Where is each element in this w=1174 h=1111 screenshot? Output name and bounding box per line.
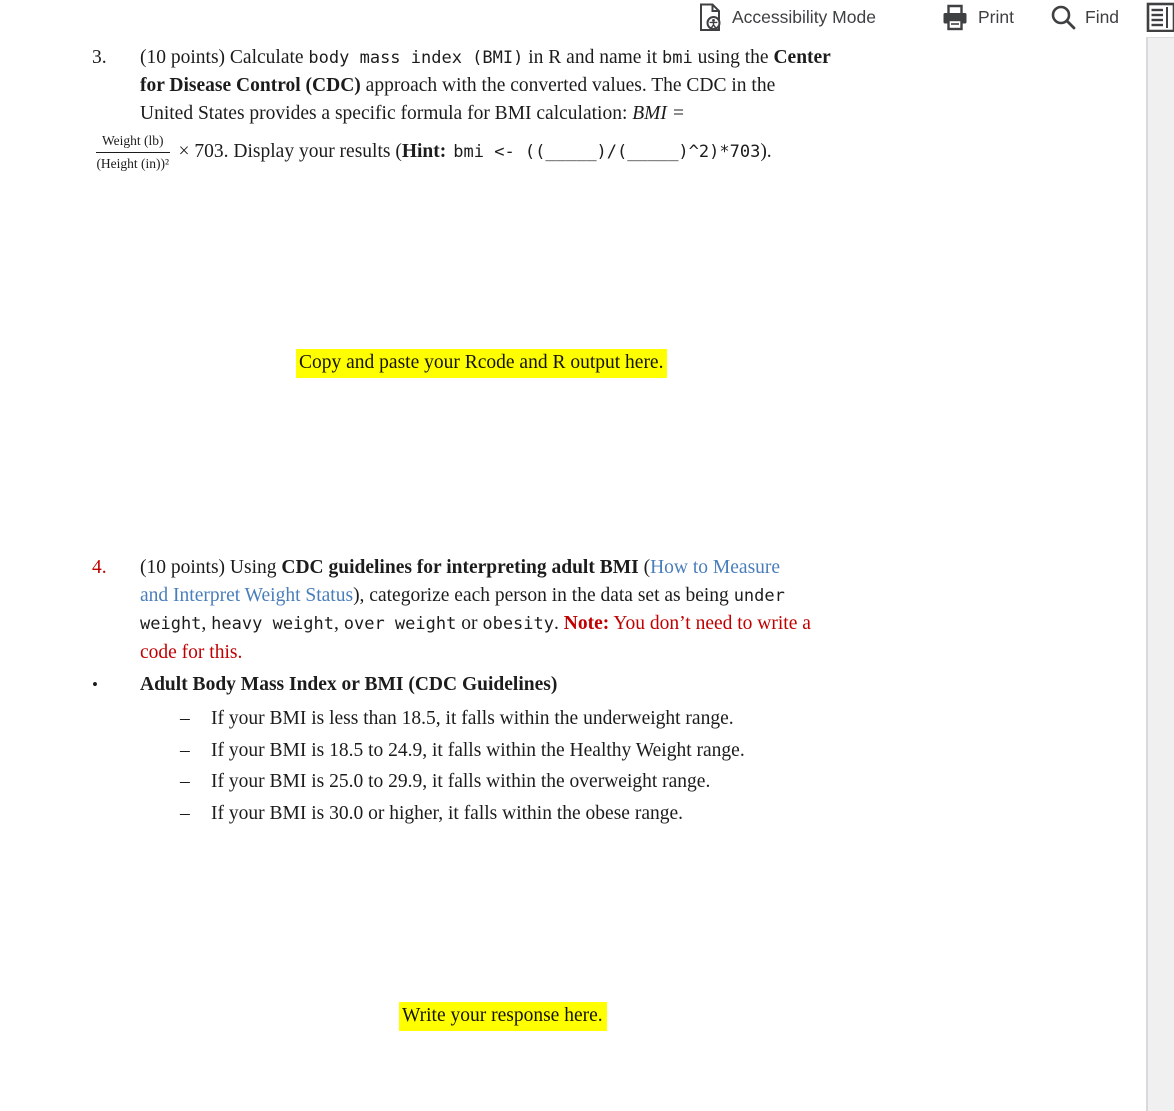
viewer-toolbar: [0, 0, 1174, 36]
weight-status-link[interactable]: How to Measure: [650, 557, 781, 578]
guideline-text: If your BMI is 25.0 to 29.9, it falls within the overweight range.: [211, 771, 711, 793]
inline-code: body mass index (BMI): [308, 48, 524, 68]
document-panel-button[interactable]: [1146, 0, 1174, 34]
inline-code: over weight: [343, 614, 457, 635]
side-panel: [1146, 37, 1174, 1111]
note-text: You don’t need to write a: [609, 613, 811, 635]
inline-code-hint: bmi <- ((_____)/(_____)^2)*703: [453, 142, 761, 162]
text-run: ).: [760, 141, 772, 162]
guideline-item: [180, 798, 745, 830]
inline-code: weight: [140, 614, 202, 635]
question-3-number: 3.: [92, 47, 107, 68]
dash-icon: –: [180, 708, 190, 729]
search-icon: [1049, 4, 1076, 31]
text-run: using the: [692, 47, 774, 68]
guideline-text: If your BMI is 30.0 or higher, it falls within the obese range.: [211, 803, 683, 825]
question-3-line-3: [140, 100, 831, 128]
text-run: United States provides a specific formula for BMI calculation:: [140, 103, 633, 125]
inline-code: under: [733, 586, 785, 607]
formula-denominator: (Height (in))²: [96, 155, 170, 171]
accessibility-mode-button[interactable]: [698, 0, 876, 34]
text-run-bold: Center: [773, 47, 831, 68]
cdc-guidelines-title: Adult Body Mass Index or BMI (CDC Guidelines): [140, 674, 558, 695]
question-3-line-2: [140, 72, 831, 100]
guideline-item: [180, 735, 745, 767]
question-4: [92, 554, 811, 667]
note-label: Note:: [563, 613, 610, 635]
print-label: Print: [978, 6, 1014, 27]
text-run: in R and name it: [523, 47, 663, 68]
accessibility-mode-icon: [698, 3, 723, 32]
text-run-italic: =: [666, 103, 685, 125]
find-button[interactable]: [1049, 0, 1119, 34]
question-3: [92, 44, 831, 176]
formula-numerator: Weight (lb): [96, 132, 170, 153]
text-run: ,: [334, 613, 344, 635]
accessibility-mode-label: Accessibility Mode: [732, 6, 876, 27]
document-lines-icon: [1146, 2, 1174, 32]
text-run: (10 points) Using: [140, 557, 282, 578]
text-run: (: [638, 557, 651, 578]
question-4-line-2: [140, 582, 811, 610]
hint-label: Hint:: [401, 141, 447, 162]
guideline-text: If your BMI is 18.5 to 24.9, it falls within the Healthy Weight range.: [211, 739, 745, 761]
question-4-line-4: [140, 639, 811, 667]
text-run: ), categorize each person in the data set as being: [353, 585, 734, 607]
inline-code: obesity: [482, 614, 554, 635]
bullet-icon: •: [92, 675, 98, 694]
print-icon: [941, 4, 969, 31]
bmi-guideline-list: [180, 703, 745, 830]
question-4-number: 4.: [92, 557, 107, 578]
text-run: or: [456, 613, 483, 635]
question-3-line-1: [140, 44, 831, 72]
highlight-placeholder-rcode: Copy and paste your Rcode and R output here.: [296, 349, 667, 378]
question-4-line-1: [140, 554, 811, 582]
inline-code: bmi: [662, 48, 693, 68]
note-text: code for this.: [140, 641, 243, 663]
question-4-line-3: [140, 610, 811, 638]
bmi-formula-line: [96, 129, 831, 176]
cdc-guidelines-heading: [92, 671, 557, 699]
guideline-item: [180, 766, 745, 798]
text-run-bold: CDC guidelines for interpreting adult BMI: [281, 557, 639, 578]
find-label: Find: [1085, 6, 1120, 27]
text-run-bold: for Disease Control (CDC): [140, 75, 361, 97]
weight-status-link[interactable]: and Interpret Weight Status: [140, 585, 354, 607]
text-run: (10 points) Calculate: [140, 47, 309, 68]
formula-text: [179, 138, 772, 166]
text-run: approach with the converted values. The CDC in the: [360, 75, 776, 97]
bmi-formula-fraction: [96, 132, 170, 172]
guideline-item: [180, 703, 745, 735]
text-run: .: [554, 613, 564, 635]
dash-icon: –: [180, 803, 190, 825]
dash-icon: –: [180, 739, 190, 761]
guideline-text: If your BMI is less than 18.5, it falls within the underweight range.: [211, 708, 734, 729]
print-button[interactable]: [941, 0, 1014, 34]
text-run: × 703. Display your results (: [178, 141, 402, 162]
text-run-italic: BMI: [632, 103, 667, 125]
inline-code: heavy weight: [211, 614, 334, 635]
text-run: ,: [201, 613, 212, 635]
highlight-placeholder-response: Write your response here.: [399, 1002, 607, 1031]
dash-icon: –: [180, 771, 190, 793]
